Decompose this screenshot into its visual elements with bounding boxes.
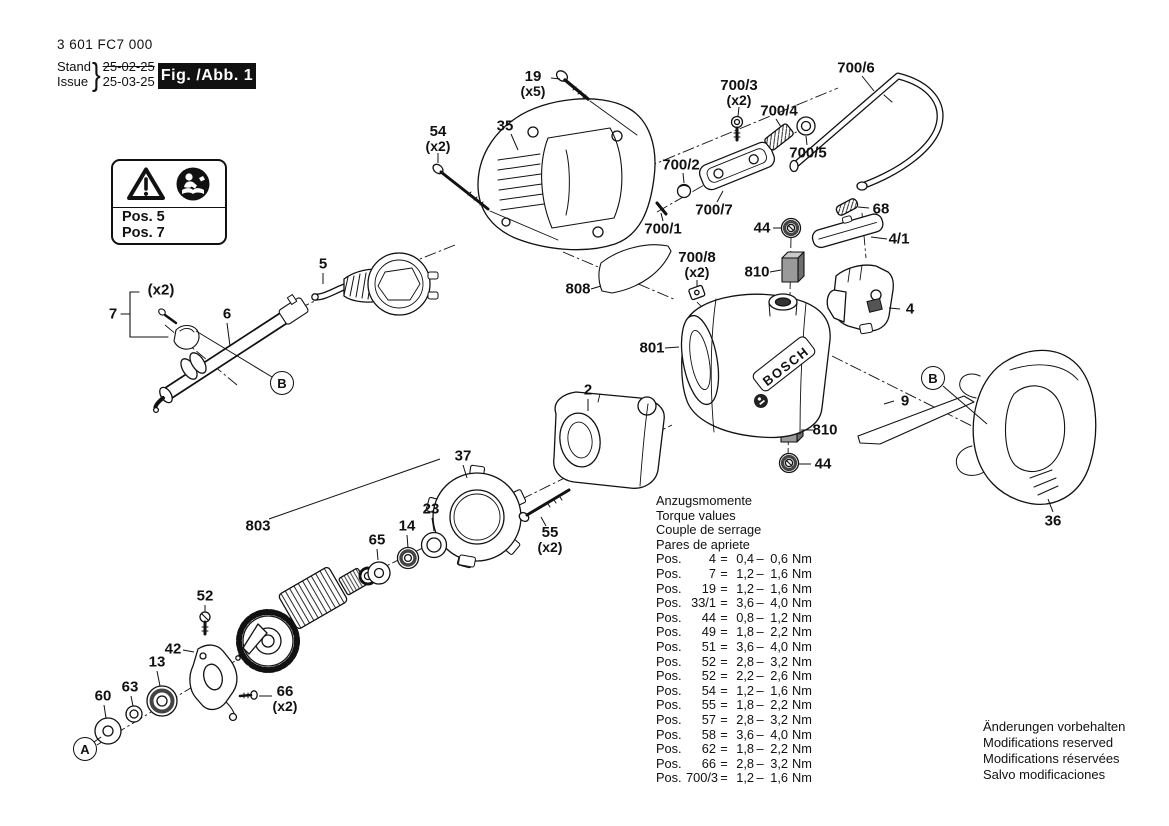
torque-row: Pos. 55 = 1,8 – 2,2 Nm xyxy=(656,697,812,713)
part-label-803: 803 xyxy=(245,517,271,535)
part-label-810: 810 xyxy=(744,263,770,281)
part-label-60: 60 xyxy=(94,687,112,705)
support-bracket-42 xyxy=(190,645,237,720)
warning-pos-line: Pos. 7 xyxy=(122,224,165,241)
torque-row: Pos. 4 = 0,4 – 0,6 Nm xyxy=(656,551,812,567)
note-line: Modifications réservées xyxy=(983,751,1120,766)
torque-table-title: Torque values xyxy=(656,507,736,523)
part-label-A: A xyxy=(73,737,97,761)
armature-803 xyxy=(236,566,381,670)
part-label-4: 4 xyxy=(905,300,915,318)
torque-table-title: Anzugsmomente xyxy=(656,493,753,508)
part-label-23: 23 xyxy=(422,500,440,518)
torque-row: Pos. 66 = 2,8 – 3,2 Nm xyxy=(656,755,812,771)
part-label-7: 7 xyxy=(108,305,118,323)
part-label-54: 54 (x2) xyxy=(425,123,451,154)
part-label-700-7: 700/7 xyxy=(695,201,733,219)
part-label-700-5: 700/5 xyxy=(789,144,827,162)
leader-line-810 xyxy=(770,270,781,272)
svg-text:BOSCH: BOSCH xyxy=(759,343,812,389)
power-plug-5 xyxy=(312,253,438,315)
part-number: 3 601 FC7 000 xyxy=(57,37,153,52)
pin-700-1 xyxy=(657,203,666,214)
part-label-65: 65 xyxy=(368,531,386,549)
part-label-700-3: 700/3 (x2) xyxy=(720,77,758,108)
mount-plate-700-7 xyxy=(697,140,777,193)
part-label-42: 42 xyxy=(164,640,182,658)
handle-shell-36 xyxy=(956,350,1095,504)
part-label-B: B xyxy=(921,366,945,390)
screw-55 xyxy=(518,490,569,523)
leader-line-68 xyxy=(858,207,869,208)
part-label-B: B xyxy=(270,371,294,395)
leader-line-63 xyxy=(131,696,133,706)
leader-line-60 xyxy=(104,705,106,718)
issue-date: 25-03-25 xyxy=(102,74,155,89)
part-label-19: 19 (x5) xyxy=(520,68,546,99)
leader-line-700-3 xyxy=(738,107,739,116)
part-label-35: 35 xyxy=(496,117,514,135)
brush-cap-44-bottom xyxy=(780,454,799,473)
part-label-14: 14 xyxy=(398,517,416,535)
leader-line-6 xyxy=(227,323,230,346)
bearing-13 xyxy=(147,686,177,716)
carbon-brush-810-top xyxy=(782,252,804,282)
part-label-801: 801 xyxy=(639,339,665,357)
part-label-700-6: 700/6 xyxy=(837,59,875,77)
spring-68 xyxy=(835,197,859,216)
read-manual-icon xyxy=(174,165,212,203)
figure-label: Fig. /Abb. 1 xyxy=(158,63,256,89)
part-label-55: 55 (x2) xyxy=(537,524,563,555)
part-label-5: 5 xyxy=(318,255,328,273)
bearing-14 xyxy=(398,548,419,569)
leader-line-13 xyxy=(157,671,160,686)
part-label-6: 6 xyxy=(222,305,232,323)
warning-triangle-icon xyxy=(126,166,166,202)
part-label-2: 2 xyxy=(583,381,593,399)
knob-700-2 xyxy=(678,185,691,198)
warning-pos-line: Pos. 5 xyxy=(122,209,165,225)
part-label-700-1: 700/1 xyxy=(644,220,682,238)
leader-line-808 xyxy=(591,286,601,289)
leader-line-9 xyxy=(884,401,894,404)
part-label-44: 44 xyxy=(814,455,832,473)
torque-row: Pos. 58 = 3,6 – 4,0 Nm xyxy=(656,726,812,742)
clamp-group-7 xyxy=(121,292,199,349)
torque-table-titles xyxy=(656,494,812,552)
part-label-9: 9 xyxy=(900,392,910,410)
screw-66 xyxy=(240,691,257,699)
part-label-810: 810 xyxy=(812,421,838,439)
leader-line-14 xyxy=(407,535,408,548)
note-line: Änderungen vorbehalten xyxy=(983,719,1126,734)
part-label--x2-: (x2) xyxy=(147,281,175,299)
leader-line-801 xyxy=(665,347,679,348)
washer-60 xyxy=(95,718,121,744)
modification-notes xyxy=(983,719,1125,783)
torque-row: Pos. 62 = 1,8 – 2,2 Nm xyxy=(656,741,812,757)
part-label-700-2: 700/2 xyxy=(662,156,700,174)
leader-line-700-7 xyxy=(717,191,723,202)
brush-cap-44-top xyxy=(782,219,801,238)
torque-table-title: Pares de apriete xyxy=(656,536,750,552)
part-label-700-4: 700/4 xyxy=(760,102,798,120)
stator-2 xyxy=(554,392,665,488)
leader-line-803 xyxy=(269,459,440,519)
part-label-44: 44 xyxy=(753,219,771,237)
stand-label: Stand xyxy=(57,59,91,74)
note-line: Salvo modificaciones xyxy=(983,767,1106,782)
brace-glyph: } xyxy=(91,55,101,93)
part-label-52: 52 xyxy=(196,587,214,605)
torque-row: Pos. 57 = 2,8 – 3,2 Nm xyxy=(656,711,812,727)
leader-line-65 xyxy=(377,549,378,560)
ring-700-5 xyxy=(797,117,815,135)
header xyxy=(57,37,155,93)
torque-row: Pos. 7 = 1,2 – 1,6 Nm xyxy=(656,565,812,581)
leader-line-700-4 xyxy=(776,119,781,127)
part-label-13: 13 xyxy=(148,653,166,671)
part-label-700-8: 700/8 (x2) xyxy=(678,249,716,280)
torque-row: Pos. 33/1 = 3,6 – 4,0 Nm xyxy=(656,595,812,611)
part-label-4-1: 4/1 xyxy=(888,230,910,248)
leader-line-700-2 xyxy=(683,173,684,183)
part-label-36: 36 xyxy=(1044,512,1062,530)
ring-23 xyxy=(422,533,447,558)
leader-line-42 xyxy=(183,650,194,652)
panel-808 xyxy=(599,245,671,293)
torque-row: Pos. 49 = 1,8 – 2,2 Nm xyxy=(656,624,812,640)
switch-module-4 xyxy=(827,265,893,334)
torque-table-title: Couple de serrage xyxy=(656,522,762,538)
part-label-63: 63 xyxy=(121,678,139,696)
ring-63 xyxy=(126,706,142,722)
washer-65 xyxy=(368,562,390,584)
torque-row: Pos. 54 = 1,2 – 1,6 Nm xyxy=(656,682,812,698)
torque-table-rows xyxy=(656,552,812,786)
torque-row: Pos. 52 = 2,8 – 3,2 Nm xyxy=(656,653,812,669)
part-label-37: 37 xyxy=(454,447,472,465)
part-label-68: 68 xyxy=(872,200,890,218)
part-label-66: 66 (x2) xyxy=(272,683,298,714)
part-label-808: 808 xyxy=(565,280,591,298)
torque-row: Pos. 52 = 2,2 – 2,6 Nm xyxy=(656,668,812,684)
warning-box xyxy=(111,159,227,245)
issue-label: Issue xyxy=(57,74,89,89)
torque-table xyxy=(656,494,812,786)
torque-row: Pos. 700/3 = 1,2 – 1,6 Nm xyxy=(656,770,812,786)
motor-unit-801 xyxy=(675,294,830,437)
leader-line-4-1 xyxy=(871,237,887,239)
stand-date: 25-02-25 xyxy=(102,59,155,74)
screw-52 xyxy=(200,612,210,634)
leader-line-700-6 xyxy=(862,76,874,91)
torque-row: Pos. 51 = 3,6 – 4,0 Nm xyxy=(656,638,812,654)
nut-700-8 xyxy=(688,285,705,300)
panel-9 xyxy=(858,392,974,444)
note-line: Modifications reserved xyxy=(983,735,1114,750)
torque-row: Pos. 44 = 0,8 – 1,2 Nm xyxy=(656,609,812,625)
torque-row: Pos. 19 = 1,2 – 1,6 Nm xyxy=(656,580,812,596)
